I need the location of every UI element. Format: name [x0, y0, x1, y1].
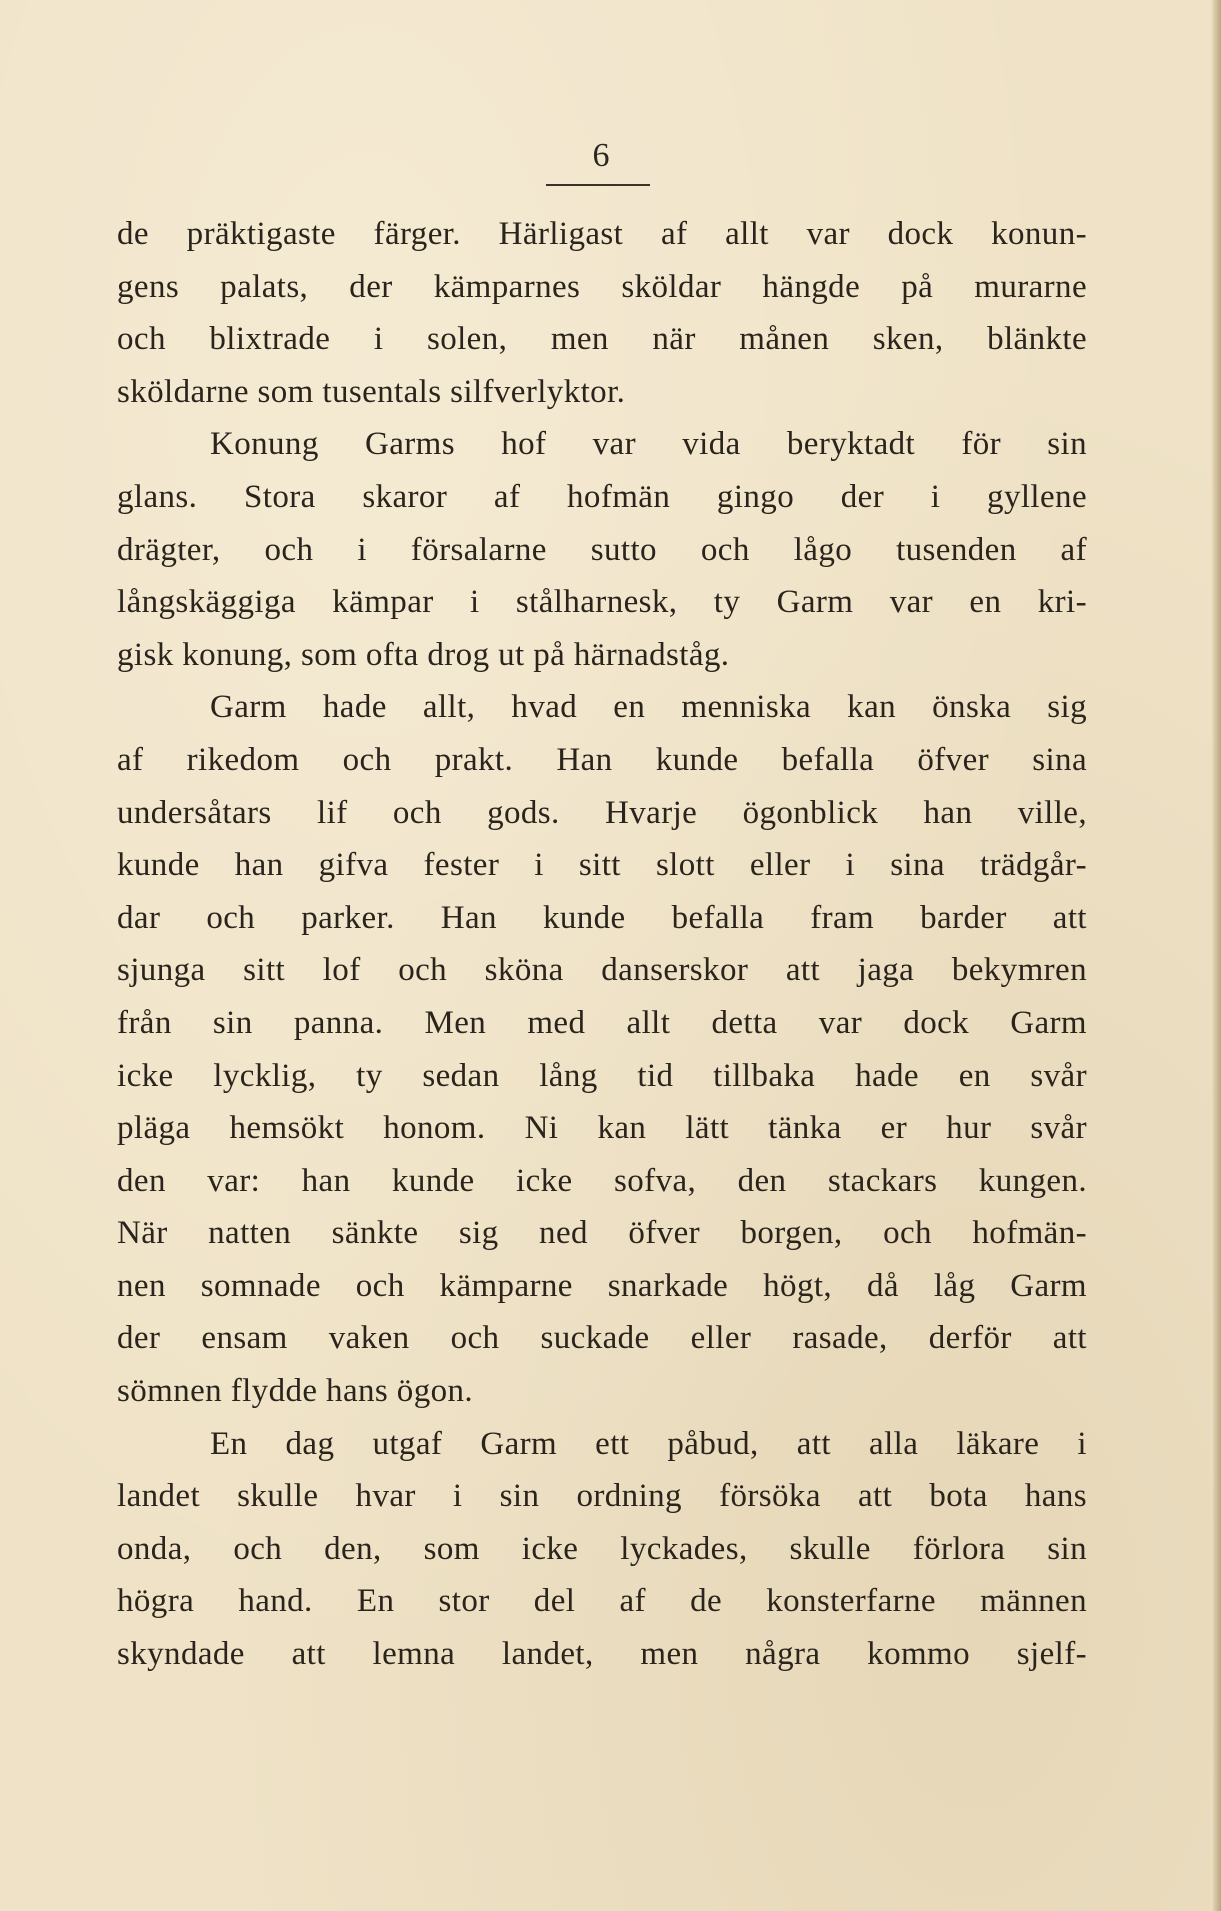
text-line: sköldarne som tusentals silfverlyktor.: [117, 373, 626, 410]
text-line: undersåtars lif och gods. Hvarje ögonblick han ville,: [117, 794, 1087, 831]
text-line: af rikedom och prakt. Han kunde befalla öfver sina: [117, 741, 1087, 778]
page-number-rule: [546, 184, 650, 186]
text-line: den var: han kunde icke sofva, den stackars kungen.: [117, 1162, 1087, 1199]
text-line: En dag utgaf Garm ett påbud, att alla läkare i: [210, 1425, 1087, 1462]
text-line: gens palats, der kämparnes sköldar hängde på murarne: [117, 268, 1087, 305]
text-line: der ensam vaken och suckade eller rasade, derför att: [117, 1320, 1087, 1357]
text-line: från sin panna. Men med allt detta var dock Garm: [117, 1004, 1087, 1041]
text-line: glans. Stora skaror af hofmän gingo der i gyllene: [117, 478, 1087, 515]
text-line: Garm hade allt, hvad en menniska kan önska sig: [210, 689, 1087, 726]
text-line: sjunga sitt lof och sköna danserskor att jaga bekymren: [117, 952, 1087, 989]
text-line: onda, och den, som icke lyckades, skulle förlora sin: [117, 1530, 1087, 1567]
text-line: icke lycklig, ty sedan lång tid tillbaka hade en svår: [117, 1057, 1087, 1094]
text-line: långskäggiga kämpar i stålharnesk, ty Garm var en kri-: [117, 584, 1087, 621]
text-line: landet skulle hvar i sin ordning försöka att bota hans: [117, 1478, 1087, 1515]
text-line: När natten sänkte sig ned öfver borgen, och hofmän-: [117, 1215, 1087, 1252]
text-line: sömnen flydde hans ögon.: [117, 1373, 474, 1410]
text-line: Konung Garms hof var vida beryktadt för sin: [210, 426, 1087, 463]
text-line: de präktigaste färger. Härligast af allt var dock konun-: [117, 216, 1087, 252]
text-line: och blixtrade i solen, men när månen sken, blänkte: [117, 321, 1087, 358]
text-line: högra hand. En stor del af de konsterfarne männen: [117, 1583, 1087, 1620]
text-line: pläga hemsökt honom. Ni kan lätt tänka er hur svår: [117, 1110, 1087, 1147]
page-edge: [1211, 0, 1221, 1911]
text-line: dar och parker. Han kunde befalla fram barder att: [117, 899, 1087, 936]
text-line: skyndade att lemna landet, men några kommo sjelf-: [117, 1636, 1087, 1673]
text-line: gisk konung, som ofta drog ut på härnadståg.: [117, 636, 730, 673]
text-line: drägter, och i försalarne sutto och lågo tusenden af: [117, 531, 1087, 568]
body-text: [117, 208, 1087, 1681]
page-number: 6: [592, 137, 610, 174]
text-line: kunde han gifva fester i sitt slott eller i sina trädgår-: [117, 847, 1087, 884]
text-line: nen somnade och kämparne snarkade högt, då låg Garm: [117, 1267, 1087, 1304]
